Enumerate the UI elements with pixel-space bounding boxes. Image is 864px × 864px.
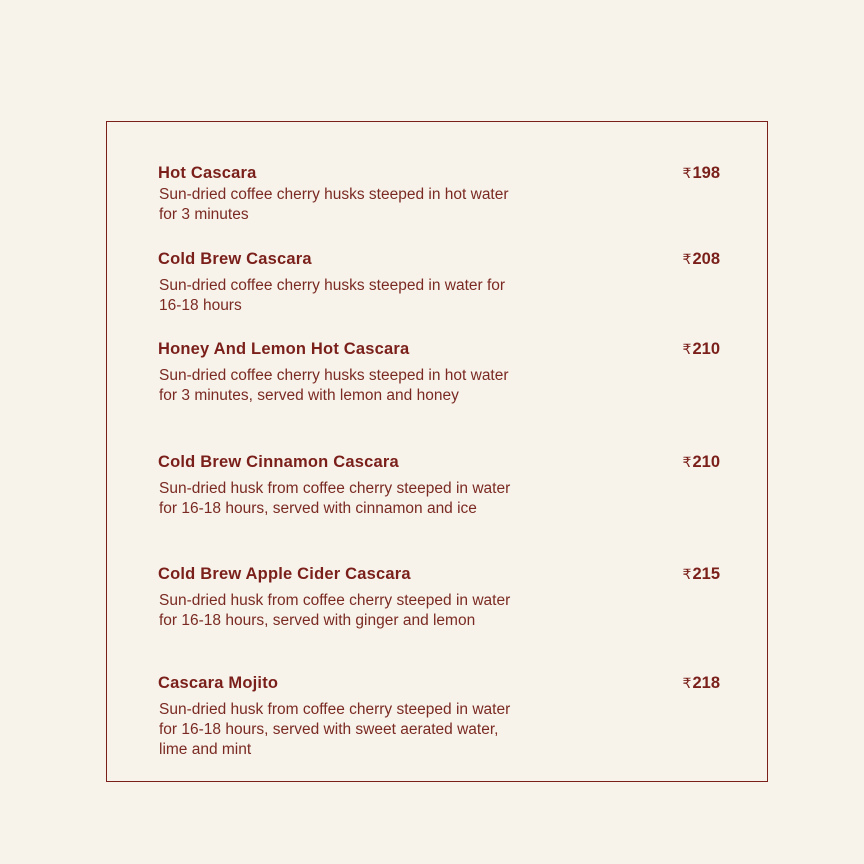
item-price xyxy=(683,250,720,269)
menu-card xyxy=(106,121,768,782)
item-price xyxy=(683,565,720,584)
rupee-icon: ₹ xyxy=(682,251,692,267)
item-price xyxy=(683,674,720,693)
item-name: Cascara Mojito xyxy=(158,674,279,692)
item-price xyxy=(683,164,720,183)
item-name: Cold Brew Cascara xyxy=(158,250,312,268)
item-description: Sun-dried coffee cherry husks steeped in hot water for 3 minutes xyxy=(159,186,509,223)
item-description: Sun-dried husk from coffee cherry steeped in water for 16-18 hours, served with cinnamon and ice xyxy=(159,480,511,517)
rupee-icon: ₹ xyxy=(682,675,692,691)
item-price-value: 210 xyxy=(692,453,720,471)
item-name: Hot Cascara xyxy=(158,164,257,182)
rupee-icon: ₹ xyxy=(682,165,692,181)
item-price-value: 198 xyxy=(692,164,720,182)
rupee-icon: ₹ xyxy=(682,454,692,470)
item-name: Cold Brew Cinnamon Cascara xyxy=(158,453,399,471)
item-price-value: 208 xyxy=(692,250,720,268)
item-description: Sun-dried coffee cherry husks steeped in hot water for 3 minutes, served with lemon and honey xyxy=(159,367,509,404)
rupee-icon: ₹ xyxy=(682,341,692,357)
item-price xyxy=(683,340,720,359)
item-price-value: 218 xyxy=(692,674,720,692)
item-description: Sun-dried husk from coffee cherry steeped in water for 16-18 hours, served with ginger and lemon xyxy=(159,592,511,629)
item-price xyxy=(683,453,720,472)
item-description: Sun-dried husk from coffee cherry steeped in water for 16-18 hours, served with sweet aerated water, lime and mint xyxy=(159,701,511,758)
item-name: Cold Brew Apple Cider Cascara xyxy=(158,565,411,583)
item-description: Sun-dried coffee cherry husks steeped in water for 16-18 hours xyxy=(159,277,506,314)
item-price-value: 210 xyxy=(692,340,720,358)
rupee-icon: ₹ xyxy=(682,566,692,582)
item-price-value: 215 xyxy=(692,565,720,583)
item-name: Honey And Lemon Hot Cascara xyxy=(158,340,410,358)
